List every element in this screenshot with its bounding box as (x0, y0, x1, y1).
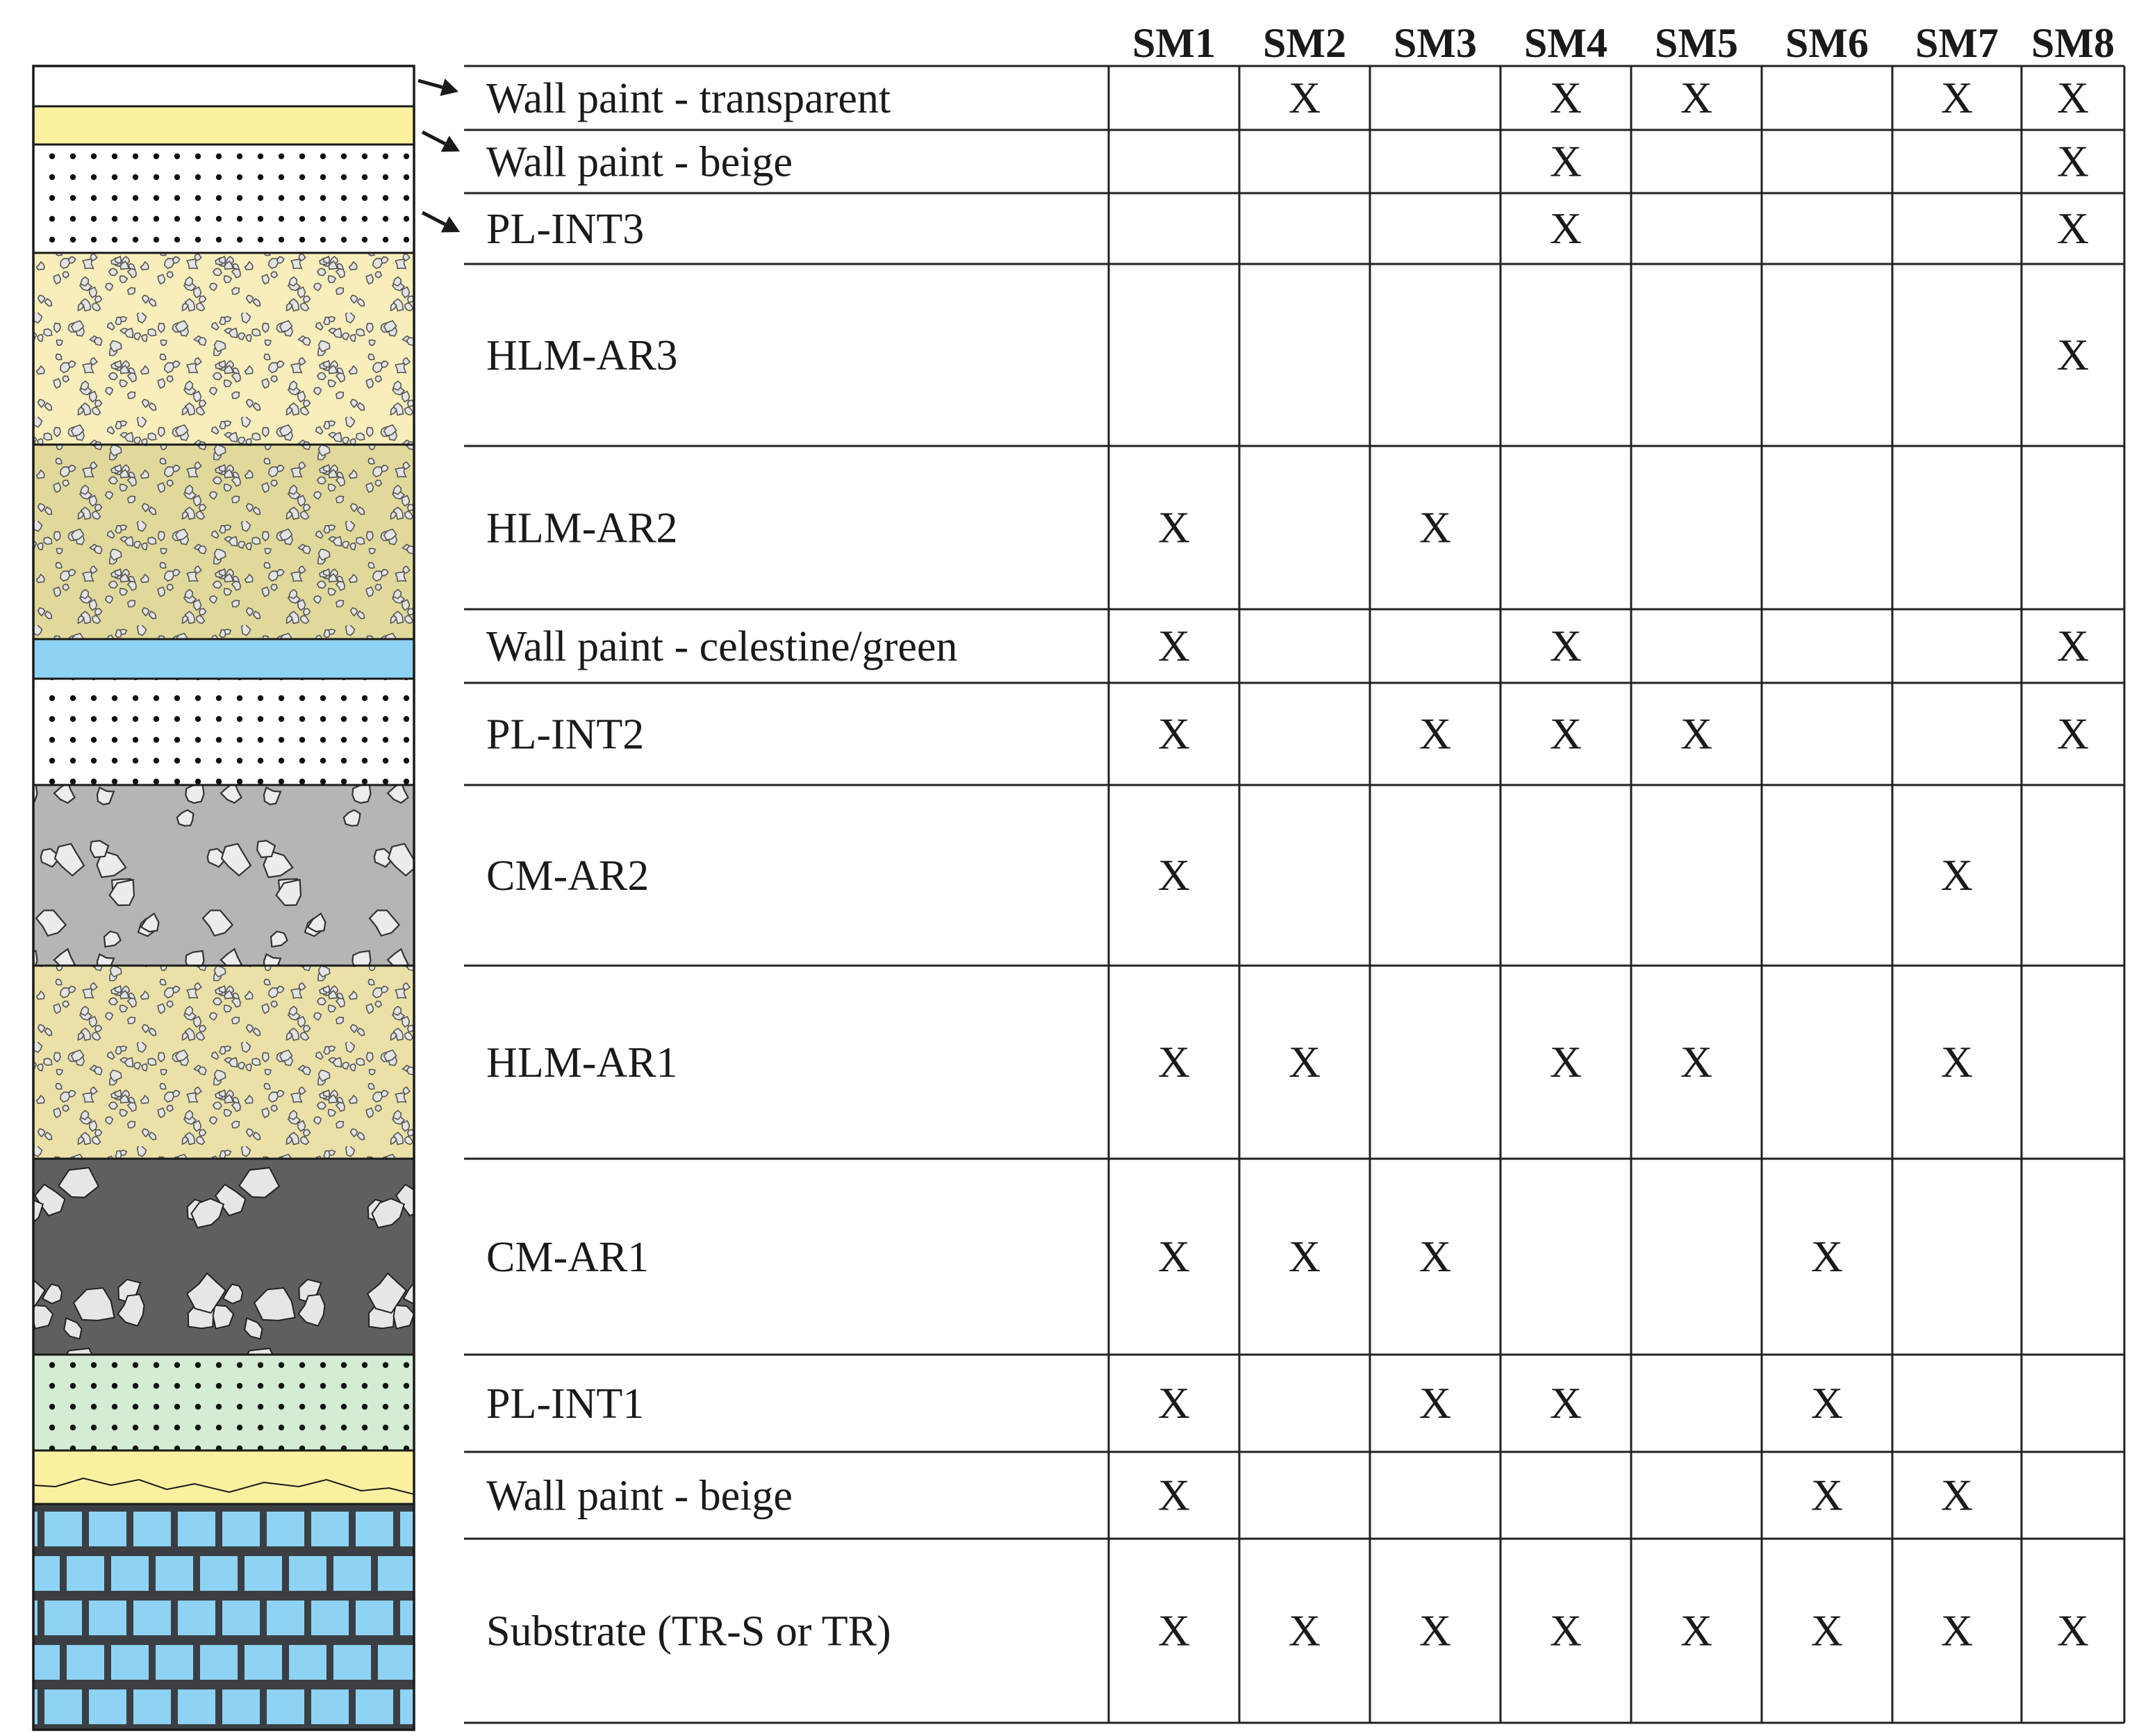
wall-paint-celestine-layer (33, 639, 414, 679)
presence-mark: X (1549, 621, 1582, 670)
row-label: HLM-AR1 (486, 1039, 678, 1086)
row-label: CM-AR2 (486, 852, 650, 900)
wall-paint-transparent-layer (33, 66, 414, 106)
presence-mark: X (1549, 73, 1582, 122)
presence-mark: X (1157, 1470, 1191, 1520)
presence-mark: X (2056, 330, 2090, 379)
presence-mark: X (1940, 1470, 1974, 1520)
column-header-sm2: SM2 (1263, 20, 1346, 66)
hlm-ar1-layer (33, 966, 414, 1159)
cm-ar2-layer (33, 785, 414, 966)
wall-paint-beige-layer (33, 106, 414, 144)
layer-arrow-3 (422, 213, 460, 232)
presence-mark: X (1680, 1605, 1713, 1655)
column-header-sm7: SM7 (1915, 20, 1999, 66)
hlm-ar3-layer (33, 253, 414, 445)
presence-mark: X (1680, 709, 1713, 759)
layer-column (33, 66, 414, 1730)
row-label: PL-INT2 (486, 711, 645, 759)
presence-mark: X (1157, 1605, 1191, 1655)
presence-mark: X (1940, 850, 1974, 900)
presence-mark: X (2056, 136, 2090, 186)
row-label: PL-INT1 (486, 1380, 645, 1428)
pl-int3-layer (33, 144, 414, 253)
presence-mark: X (1419, 1232, 1452, 1281)
layer-arrow-1 (418, 78, 458, 96)
presence-mark: X (1940, 73, 1974, 122)
presence-mark: X (1157, 621, 1191, 670)
substrate-layer (33, 1504, 414, 1730)
presence-mark: X (1940, 1605, 1974, 1655)
presence-mark: X (1940, 1037, 1974, 1086)
presence-mark: X (1549, 204, 1582, 253)
presence-mark: X (1157, 1232, 1191, 1281)
presence-mark: X (1549, 136, 1582, 186)
presence-mark: X (1810, 1605, 1844, 1655)
row-label: PL-INT3 (486, 206, 645, 253)
row-label: HLM-AR2 (486, 504, 678, 552)
column-header-sm3: SM3 (1394, 20, 1477, 66)
presence-mark: X (1549, 709, 1582, 759)
column-header-sm1: SM1 (1132, 20, 1216, 66)
presence-mark: X (1810, 1378, 1844, 1428)
presence-mark: X (2056, 709, 2090, 759)
column-header-sm4: SM4 (1524, 20, 1607, 66)
layer-arrows (418, 78, 460, 232)
presence-mark: X (1549, 1605, 1582, 1655)
cm-ar1-layer (33, 1159, 414, 1355)
presence-mark: X (2056, 621, 2090, 670)
row-label: Wall paint - beige (486, 138, 793, 186)
presence-mark: X (1157, 1037, 1191, 1086)
hlm-ar2-layer (33, 445, 414, 639)
presence-mark: X (2056, 1605, 2090, 1655)
table-text (486, 20, 2115, 1655)
presence-mark: X (1288, 73, 1321, 122)
presence-mark: X (1157, 1378, 1191, 1428)
presence-mark: X (1419, 502, 1452, 552)
column-header-sm8: SM8 (2031, 20, 2115, 66)
presence-mark: X (1419, 1605, 1452, 1655)
presence-mark: X (1288, 1037, 1321, 1086)
column-header-sm6: SM6 (1785, 20, 1869, 66)
row-label: Wall paint - beige (486, 1472, 793, 1520)
wall-paint-beige-bottom-layer (33, 1450, 414, 1504)
presence-mark: X (2056, 73, 2090, 122)
presence-mark: X (1680, 73, 1713, 122)
pl-int1-layer (33, 1355, 414, 1450)
row-label: Wall paint - transparent (486, 75, 891, 122)
column-header-sm5: SM5 (1655, 20, 1738, 66)
presence-mark: X (1419, 709, 1452, 759)
presence-mark: X (1288, 1605, 1321, 1655)
row-label: CM-AR1 (486, 1234, 650, 1281)
layer-arrow-2 (422, 132, 460, 151)
row-label: Wall paint - celestine/green (486, 623, 958, 670)
presence-mark: X (1419, 1378, 1452, 1428)
presence-mark: X (1549, 1378, 1582, 1428)
row-label: Substrate (TR-S or TR) (486, 1607, 891, 1655)
row-label: HLM-AR3 (486, 332, 678, 379)
presence-mark: X (1157, 709, 1191, 759)
presence-mark: X (1680, 1037, 1713, 1086)
presence-mark: X (2056, 204, 2090, 253)
presence-mark: X (1810, 1232, 1844, 1281)
presence-mark: X (1157, 502, 1191, 552)
presence-mark: X (1288, 1232, 1321, 1281)
presence-mark: X (1549, 1037, 1582, 1086)
pl-int2-layer (33, 679, 414, 785)
presence-mark: X (1157, 850, 1191, 900)
presence-mark: X (1810, 1470, 1844, 1520)
